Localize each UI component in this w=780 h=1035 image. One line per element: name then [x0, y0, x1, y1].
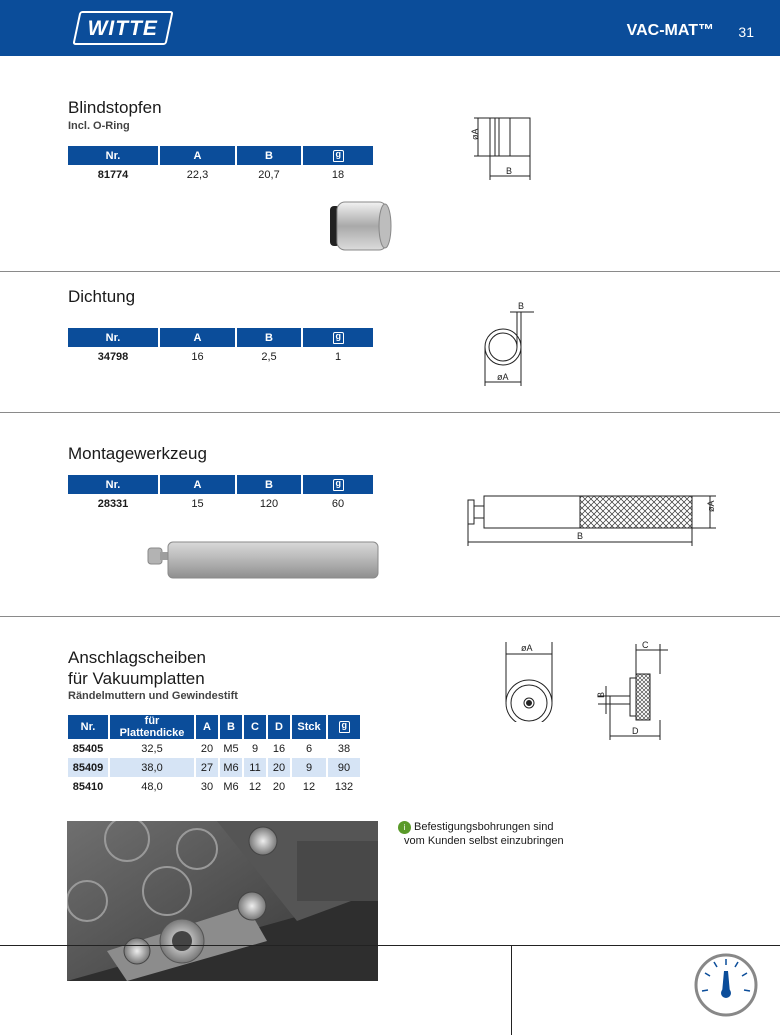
anschlagscheibe-side-drawing: [590, 636, 680, 746]
weight-col-header: [303, 328, 373, 347]
table-row: [68, 739, 360, 758]
col-header: A: [196, 715, 218, 739]
footer-vertical-divider: [511, 945, 512, 1035]
dim-label: B: [577, 531, 584, 541]
section-title-blindstopfen: Blindstopfen: [68, 98, 162, 117]
col-header: B: [237, 475, 301, 494]
spec-table-anschlagscheiben: [66, 715, 362, 796]
weight-icon: [339, 721, 350, 733]
cell: 120: [259, 497, 279, 510]
table-row: [68, 758, 360, 777]
weight-col-header: [328, 715, 360, 739]
weight-icon: [333, 332, 344, 344]
col-header: Nr.: [68, 146, 158, 165]
cell: 32,5: [141, 742, 163, 755]
dim-label: C: [642, 640, 649, 650]
weight-icon: [333, 150, 344, 162]
col-header: B: [237, 328, 301, 347]
dim-label: øA: [497, 372, 509, 382]
cell: 38,0: [110, 758, 194, 777]
dim-label: øA: [470, 128, 480, 140]
col-header: C: [244, 715, 266, 739]
section-subtitle-blindstopfen: Incl. O-Ring: [68, 120, 130, 132]
table-row: [68, 494, 373, 513]
spec-table-dichtung: [66, 328, 375, 366]
section-divider: [0, 271, 780, 272]
blindstopfen-drawing: [462, 108, 542, 182]
col-header: Nr.: [68, 328, 158, 347]
col-header: Stck: [292, 715, 326, 739]
cell: 18: [331, 168, 345, 181]
table-row: [68, 347, 373, 366]
montagewerkzeug-photo: [140, 528, 385, 590]
cell: 60: [331, 497, 345, 510]
item-number: 81774: [97, 168, 129, 181]
cell: 20,7: [258, 168, 280, 181]
section-divider: [0, 412, 780, 413]
blindstopfen-photo: [310, 192, 420, 267]
anschlagscheibe-front-drawing: [496, 636, 566, 722]
cell: 15: [191, 497, 204, 510]
cell: M6: [223, 780, 239, 793]
section-title-anschlagscheiben-1: Anschlagscheiben: [68, 648, 206, 667]
item-number: 28331: [97, 497, 129, 510]
cell: 132: [334, 780, 354, 793]
dim-label: øA: [706, 500, 716, 512]
dim-label: B: [596, 691, 606, 698]
section-divider: [0, 616, 780, 617]
note-line-2: vom Kunden selbst einzubringen: [404, 835, 564, 847]
cell: 12: [302, 780, 316, 793]
section-title-anschlagscheiben-2: für Vakuumplatten: [68, 669, 205, 688]
table-row: [68, 165, 373, 184]
cell: 90: [328, 758, 360, 777]
catalog-title: VAC-MAT™: [626, 22, 714, 39]
cell: 22,3: [186, 168, 209, 181]
note: [398, 820, 564, 848]
spec-table-montagewerkzeug: [66, 475, 375, 513]
cell: 9: [292, 758, 326, 777]
note-line-1: Befestigungsbohrungen sind: [414, 821, 554, 833]
table-row: [68, 777, 360, 796]
dim-label: D: [632, 726, 639, 736]
col-header: Nr.: [68, 475, 158, 494]
col-header: D: [268, 715, 290, 739]
col-header: für Plattendicke: [110, 715, 194, 739]
witte-logo: WITTE: [72, 11, 173, 45]
cell: 1: [334, 350, 342, 363]
item-number: 85405: [72, 742, 104, 755]
cell: 38: [337, 742, 351, 755]
section-title-dichtung: Dichtung: [68, 287, 136, 306]
cell: 20: [200, 742, 214, 755]
cell: 20: [272, 780, 286, 793]
col-header: A: [160, 475, 235, 494]
cell: 48,0: [141, 780, 163, 793]
col-header: B: [220, 715, 242, 739]
cell: 11: [244, 758, 266, 777]
weight-col-header: [303, 146, 373, 165]
montagewerkzeug-drawing: [462, 490, 722, 550]
footer-divider: [0, 945, 780, 946]
cell: 30: [200, 780, 214, 793]
cell: 27: [196, 758, 218, 777]
cell: 16: [191, 350, 204, 363]
dim-label: B: [506, 166, 513, 176]
item-number: 34798: [97, 350, 129, 363]
col-header: Nr.: [68, 715, 108, 739]
item-number: 85410: [72, 780, 104, 793]
col-header: A: [160, 146, 235, 165]
weight-col-header: [303, 475, 373, 494]
spec-table-blindstopfen: [66, 146, 375, 184]
cell: 6: [305, 742, 313, 755]
page-number: 31: [738, 24, 754, 40]
cell: 9: [251, 742, 259, 755]
cell: 2,5: [261, 350, 277, 363]
dim-label: B: [518, 301, 525, 311]
item-number: 85409: [68, 758, 108, 777]
anwendung-photo: [67, 821, 378, 981]
section-subtitle-anschlagscheiben: Rändelmuttern und Gewindestift: [68, 690, 238, 702]
page-header: [0, 0, 780, 56]
cell: 12: [248, 780, 262, 793]
cell: 16: [272, 742, 286, 755]
dichtung-drawing: [472, 298, 544, 390]
cell: 20: [268, 758, 290, 777]
vacuum-gauge-icon: [694, 953, 758, 1017]
cell: M5: [223, 742, 239, 755]
col-header: B: [237, 146, 301, 165]
col-header: A: [160, 328, 235, 347]
cell: M6: [220, 758, 242, 777]
section-title-montagewerkzeug: Montagewerkzeug: [68, 444, 207, 463]
dim-label: øA: [521, 643, 533, 653]
info-icon: i: [398, 821, 411, 834]
weight-icon: [333, 479, 344, 491]
